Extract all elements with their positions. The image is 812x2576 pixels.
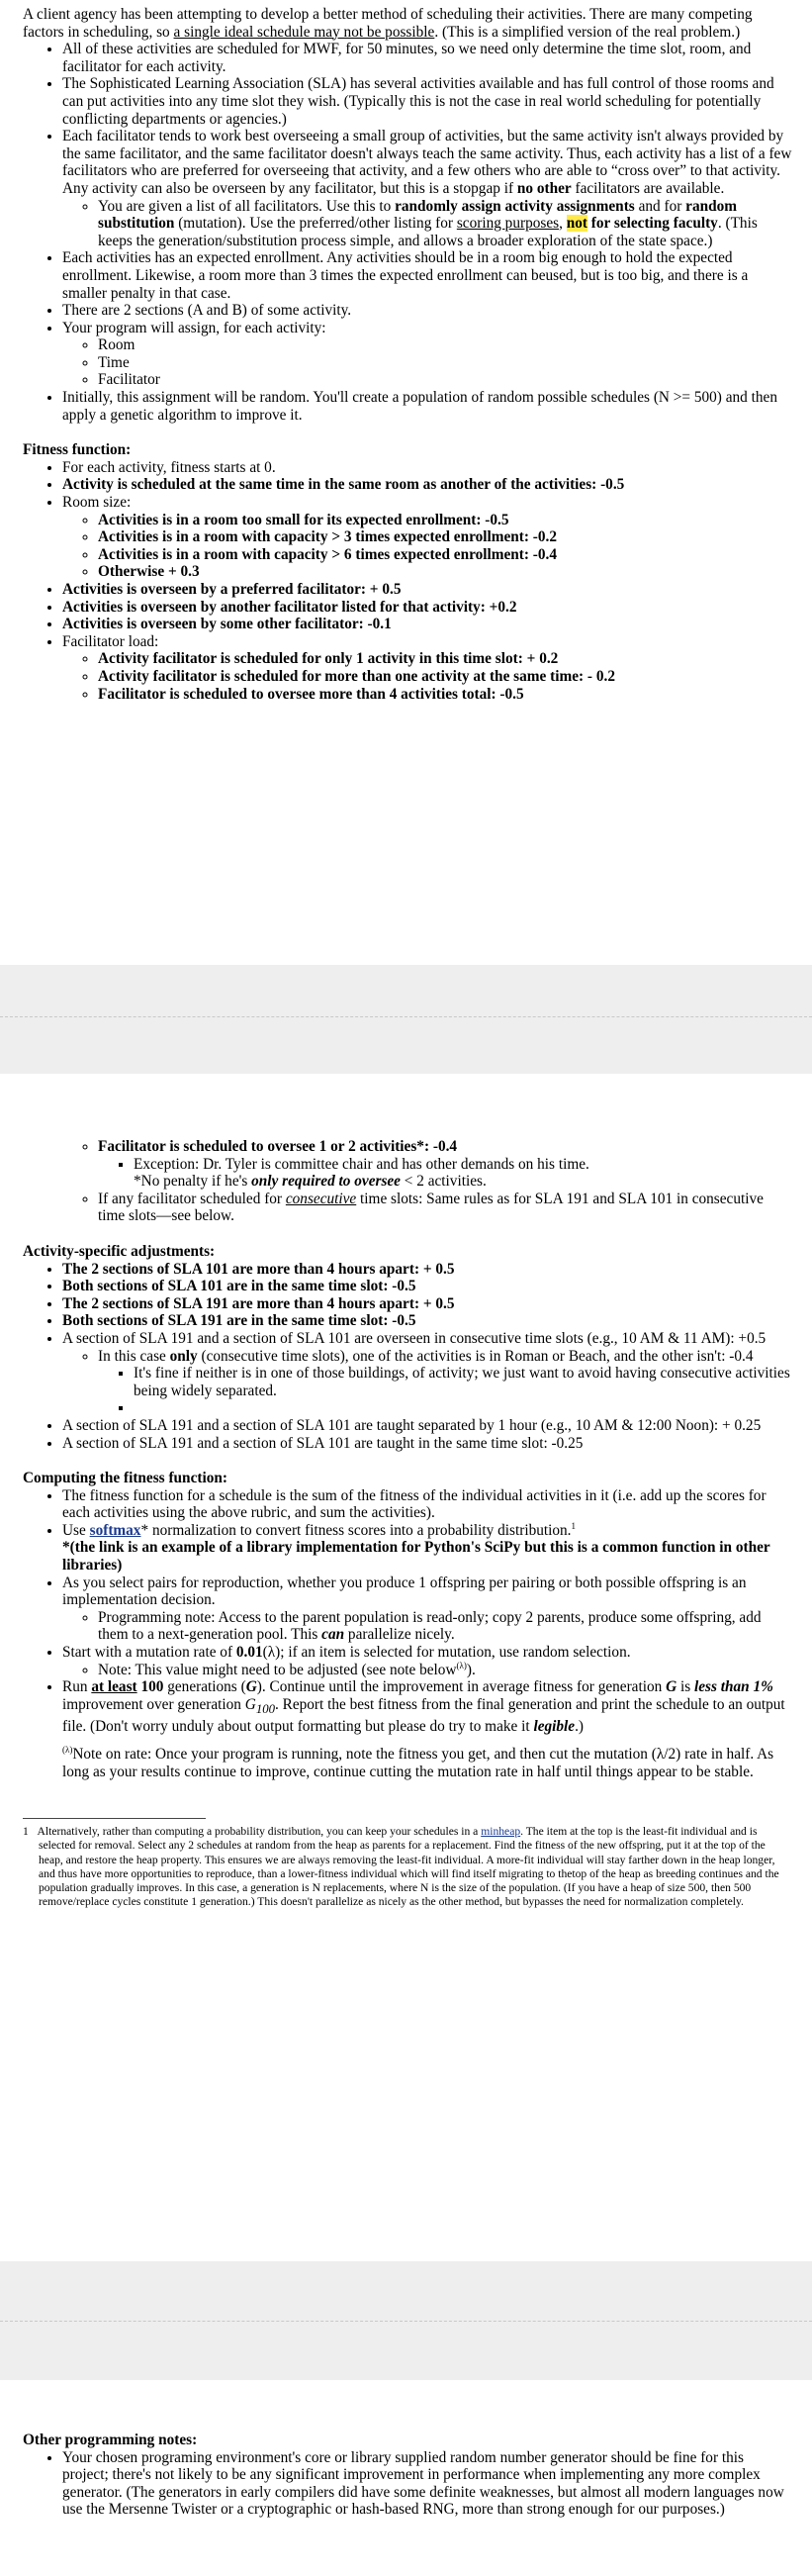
computing-heading: Computing the fitness function: (23, 1470, 227, 1487)
list-item: • A section of SLA 191 and a section of SLA 101 are taught separated by 1 hour (e.g., 10 AM & 12:00 Noon): + 0.25 (62, 1417, 792, 1435)
list-item: ◦ Note: This value might need to be adjusted (see note below$^{(\lambda)}$). (98, 1662, 792, 1679)
list-item: • Use softmax* normalization to convert fitness scores into a probability distribution.$^1$ *(the link is an example of a library implementation for Python's SciPy but this is a common function in other libraries) (62, 1522, 792, 1574)
adjustments-list (23, 1261, 792, 1453)
list-item: • Activities is overseen by a preferred facilitator: + 0.5 (62, 581, 792, 599)
list-item: ◦ Activity facilitator is scheduled for only 1 activity in this time slot: + 0.2 (98, 650, 792, 668)
list-item: ◦ Activities is in a room too small for its expected enrollment: -0.5 (98, 512, 792, 529)
list-item: ◦ Facilitator is scheduled to oversee 1 or 2 activities*: -0.4 ▪ Exception: Dr. Tyler is committee chair and has other demands on his time. *No penalty if he's only required to oversee < 2 activities. (98, 1138, 792, 1191)
list-item: • Both sections of SLA 191 are in the same time slot: -0.5 (62, 1312, 792, 1330)
list-item: • The 2 sections of SLA 191 are more than 4 hours apart: + 0.5 (62, 1295, 792, 1313)
list-item: ▪ Exception: Dr. Tyler is committee chair and has other demands on his time. *No penalty if he's only required to oversee < 2 activities. (134, 1156, 792, 1191)
list-item: ◦ You are given a list of all facilitators. Use this to randomly assign activity assignments and for random substitution (mutation). Use the preferred/other listing for scoring purposes, not for selecting faculty. (This keeps the generation/substitution process simple, and allows a broader exploration of the state space.) (98, 198, 792, 250)
list-item: ◦ Facilitator (98, 371, 792, 389)
other-notes-list (23, 2449, 792, 2519)
list-item: • Start with a mutation rate of 0.01(λ); if an item is selected for mutation, use random selection. ◦ Note: This value might need to be adjusted (see note below$^{(\lambda)}$). (62, 1644, 792, 1678)
list-item: ◦ Activities is in a room with capacity > 6 times expected enrollment: -0.4 (98, 546, 792, 564)
list-item: ◦ Facilitator is scheduled to oversee more than 4 activities total: -0.5 (98, 686, 792, 704)
softmax-link[interactable]: softmax (89, 1521, 141, 1539)
page-1 (0, 0, 812, 965)
list-item: • Room size: ◦ Activities is in a room too small for its expected enrollment: -0.5 ◦ Activities is in a room with capacity > 3 times expected enrollment: -0.2 ◦ Activities is in a room with capacity > 6 times expected enrollment: -0.4 ◦ Otherwise + 0.3 (62, 494, 792, 581)
list-item: • All of these activities are scheduled for MWF, for 50 minutes, so we need only determine the time slot, room, and facilitator for each activity. (62, 41, 792, 75)
fitness-heading: Fitness function: (23, 441, 132, 459)
page-gap (0, 2261, 812, 2380)
list-item (134, 1399, 792, 1417)
list-item: ◦ Otherwise + 0.3 (98, 563, 792, 581)
rate-note: $^{(\lambda)}$Note on rate: Once your program is running, note the fitness you get, and then cut the mutation (λ/2) rate in half. As long as your results continue to improve, continue cutting the mutation rate in half until things appear to be stable. (62, 1744, 774, 1780)
list-item: • Both sections of SLA 101 are in the same time slot: -0.5 (62, 1278, 792, 1295)
footnote-rule (23, 1818, 206, 1819)
list-item: • Facilitator load: ◦ Activity facilitator is scheduled for only 1 activity in this time slot: + 0.2 ◦ Activity facilitator is scheduled for more than one activity at the same time: - 0.2 ◦ Facilitator is scheduled to oversee more than 4 activities total: -0.5 (62, 633, 792, 703)
list-item: • Activities is overseen by another facilitator listed for that activity: +0.2 (62, 599, 792, 617)
list-item: • Your program will assign, for each activity: ◦ Room ◦ Time ◦ Facilitator (62, 320, 792, 389)
adjustments-heading: Activity-specific adjustments: (23, 1242, 216, 1260)
list-item: • For each activity, fitness starts at 0. (62, 459, 792, 477)
list-item: • Activities is overseen by some other facilitator: -0.1 (62, 616, 792, 633)
list-item: • Activity is scheduled at the same time in the same room as another of the activities: -0.5 (62, 476, 792, 494)
list-item: ◦ If any facilitator scheduled for consecutive time slots: Same rules as for SLA 191 and SLA 101 in consecutive time slots—see below. (98, 1191, 792, 1225)
list-item: ▪ It's fine if neither is in one of those buildings, of activity; we just want to avoid having consecutive activities being widely separated. (134, 1365, 792, 1399)
list-item: ◦ Room (98, 336, 792, 354)
footnote: 1 Alternatively, rather than computing a probability distribution, you can keep your schedules in a minheap. The item at the top is the least-fit individual and is selected for removal. Select any 2 schedules at random from the heap as parents for a replacement. Find the fitness of the new offspring, put it at the top of the heap, and restore the heap property. This ensures we are always removing the least-fit individual. A more-fit individual will stay farther down in the heap longer, and thus have more opportunities to reproduce, than a lower-fitness individual which will find itself migrating to thetop of the heap as breeding continues and the population gradually improves. In this case, a generation is N replacements, where N is the size of the population. (If you have a heap of size 500, then 500 remove/replace cycles constitute 1 generation.) This doesn't parallelize as nicely as the other method, but bypasses the need for normalization completely. (23, 1825, 779, 1909)
computing-list (23, 1487, 792, 1781)
list-item: • A section of SLA 191 and a section of SLA 101 are taught in the same time slot: -0.25 (62, 1435, 792, 1453)
list-item: ◦ In this case only (consecutive time slots), one of the activities is in Roman or Beach, and the other isn't: -0.4 ▪ It's fine if neither is in one of those buildings, of activity; we just want to avoid having consecutive activities being widely separated. ▪ (98, 1348, 792, 1417)
other-notes-heading: Other programming notes: (23, 2432, 198, 2448)
intro-paragraph: A client agency has been attempting to develop a better method of scheduling their activities. There are many competing factors in scheduling, so a single ideal schedule may not be possible. (This is a simplified version of the real problem.) (23, 6, 753, 41)
list-item: • Run at least 100 generations (G). Continue until the improvement in average fitness for generation G is less than 1% improvement over generation $G_{100}$. Report the best fitness from the final generation and print the schedule to an output file. (Don't worry unduly about output formatting but please do try to make it legible.) $^{(\lambda)}$Note on rate: Once your program is running, note the fitness you get, and then cut the mutation (λ/2) rate in half. As long as your results continue to improve, continue cutting the mutation rate in half until things appear to be stable. (62, 1678, 792, 1780)
fitness-list (23, 459, 792, 703)
list-item: • Your chosen programing environment's core or library supplied random number generator should be fine for this project; there's not likely to be any significant improvement in performance when implementing any more complex generator. (The generators in early compilers did have some definite weaknesses, but almost all modern languages now use the Mersenne Twister or a cryptographic or hash-based RNG, more than strong enough for our purposes.) (62, 2449, 792, 2519)
minheap-link[interactable]: minheap (481, 1825, 521, 1839)
list-item: • The 2 sections of SLA 101 are more than 4 hours apart: + 0.5 (62, 1261, 792, 1279)
list-item: • Each activities has an expected enrollment. Any activities should be in a room big enough to hold the expected enrollment. Likewise, a room more than 3 times the expected enrollment can beused, but is too big, and there is a smaller penalty in that case. (62, 249, 792, 302)
list-item: • A section of SLA 191 and a section of SLA 101 are overseen in consecutive time slots (e.g., 10 AM & 11 AM): +0.5 ◦ In this case only (consecutive time slots), one of the activities is in Roman or Beach, and the other isn't: -0.4 ▪ It's fine if neither is in one of those buildings, of activity; we just want to avoid having consecutive activities being widely separated. ▪ (62, 1330, 792, 1417)
page-gap (0, 965, 812, 1074)
overview-list (23, 41, 792, 424)
page-3 (0, 2380, 812, 2576)
list-item: • Initially, this assignment will be random. You'll create a population of random possible schedules (N >= 500) and then apply a genetic algorithm to improve it. (62, 389, 792, 424)
list-item: • Each facilitator tends to work best overseeing a small group of activities, but the same activity isn't always provided by the same facilitator, and the same facilitator doesn't always teach the same activity. Thus, each activity has a list of a few facilitators who are preferred for overseeing that activity, and a few others who are able to “cross over” to that activity. Any activity can also be overseen by any facilitator, but this is a stopgap if no other facilitators are available. ◦ You are given a list of all facilitators. Use this to randomly assign activity assignments and for random substitution (mutation). Use the preferred/other listing for scoring purposes, not for selecting faculty. (This keeps the generation/substitution process simple, and allows a broader exploration of the state space.) (62, 128, 792, 249)
list-item: ◦ Activities is in a room with capacity > 3 times expected enrollment: -0.2 (98, 528, 792, 546)
list-item: • The fitness function for a schedule is the sum of the fitness of the individual activities in it (i.e. add up the scores for each activities using the above rubric, and sum the activities). (62, 1487, 792, 1522)
list-item: ◦ Activity facilitator is scheduled for more than one activity at the same time: - 0.2 (98, 668, 792, 686)
list-item: ◦ Programming note: Access to the parent population is read-only; copy 2 parents, produce some offspring, add them to a next-generation pool. This can parallelize nicely. (98, 1609, 792, 1644)
list-item: ◦ Time (98, 354, 792, 372)
list-item: • The Sophisticated Learning Association (SLA) has several activities available and has full control of those rooms and can put activities into any time slot they wish. (Typically this is not the case in real world scheduling for potentially conflicting departments or agencies.) (62, 75, 792, 128)
list-item: • As you select pairs for reproduction, whether you produce 1 offspring per pairing or both possible offspring is an implementation decision. ◦ Programming note: Access to the parent population is read-only; copy 2 parents, produce some offspring, add them to a next-generation pool. This can parallelize nicely. (62, 1574, 792, 1644)
list-item: • There are 2 sections (A and B) of some activity. (62, 302, 792, 320)
page-2 (0, 1074, 812, 2261)
